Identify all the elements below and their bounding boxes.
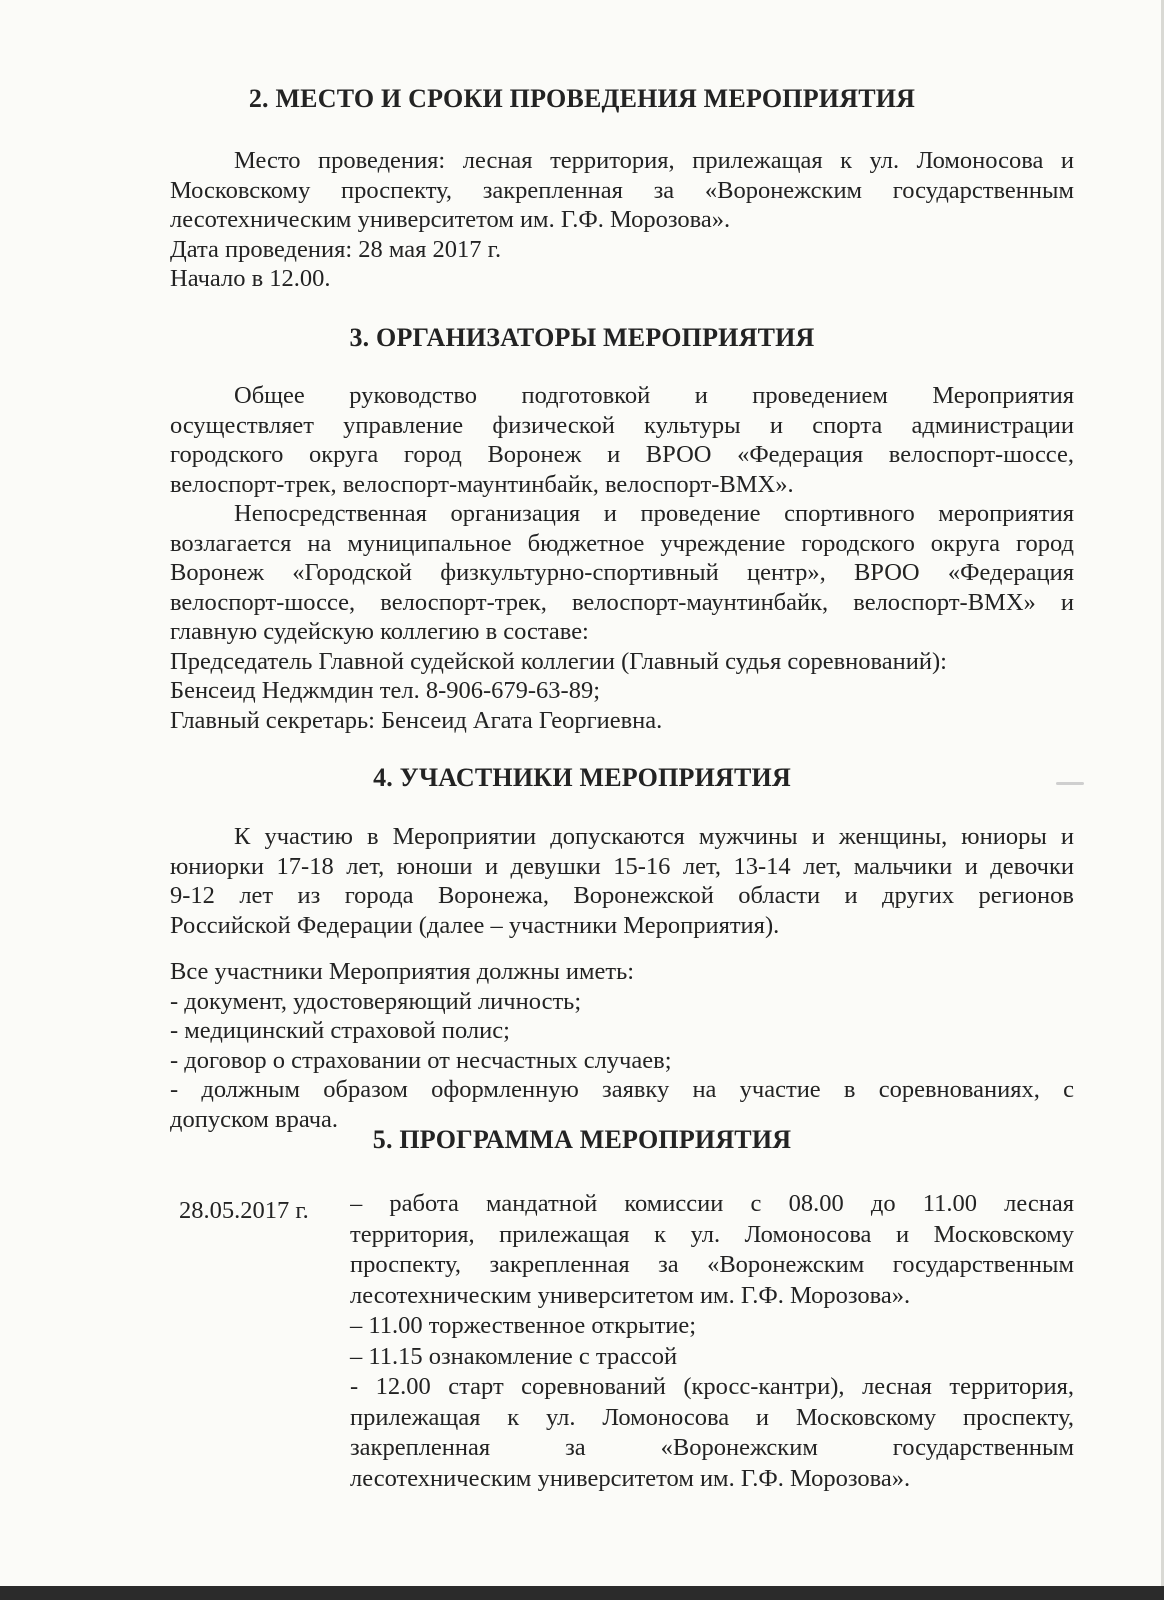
- text-line: Место проведения: лесная территория, прилежащая к ул. Ломоносова и: [234, 147, 1074, 174]
- text-line: Председатель Главной судейской коллегии (Главный судья соревнований):: [170, 647, 947, 675]
- list-item: - медицинский страховой полис;: [170, 1017, 510, 1044]
- text-line: закрепленная за «Воронежским государственным: [350, 1434, 1074, 1461]
- section-4-heading: 4. УЧАСТНИКИ МЕРОПРИЯТИЯ: [373, 763, 791, 792]
- text-line: Московскому проспекту, закрепленная за «Воронежским государственным: [170, 176, 1074, 204]
- text-line: велоспорт-шоссе, велоспорт-трек, велоспорт-маунтинбайк, велоспорт-BMX» и: [170, 588, 1074, 616]
- list-item: - должным образом оформленную заявку на участие в соревнованиях, с: [170, 1076, 1074, 1103]
- text-line: юниорки 17-18 лет, юноши и девушки 15-16 лет, 13-14 лет, мальчики и девочки: [170, 852, 1074, 880]
- section-3-paragraph-2: [170, 499, 1074, 735]
- section-2-heading: 2. МЕСТО И СРОКИ ПРОВЕДЕНИЯ МЕРОПРИЯТИЯ: [248, 84, 916, 113]
- list-item: – 11.00 торжественное открытие;: [350, 1312, 697, 1339]
- text-line: прилежащая к ул. Ломоносова и Московскому проспекту,: [350, 1403, 1074, 1431]
- text-line: Дата проведения: 28 мая 2017 г.: [170, 235, 502, 263]
- scan-bottom-edge: [0, 1586, 1164, 1600]
- text-line: городского округа город Воронеж и ВРОО «Федерация велоспорт-шоссе,: [170, 441, 1074, 468]
- text-line: Все участники Мероприятия должны иметь:: [170, 958, 635, 985]
- text-line: К участию в Мероприятии допускаются мужчины и женщины, юниоры и: [234, 823, 1074, 850]
- list-item: - документ, удостоверяющий личность;: [170, 987, 582, 1015]
- text-line: допуском врача.: [170, 1105, 339, 1133]
- section-2-body: [170, 146, 1074, 294]
- text-line: Российской Федерации (далее – участники Мероприятия).: [170, 911, 780, 939]
- text-line: 9-12 лет из города Воронежа, Воронежской области и других регионов: [170, 882, 1074, 909]
- text-line: возлагается на муниципальное бюджетное учреждение городского округа город: [170, 529, 1074, 557]
- section-3-paragraph-1: [170, 381, 1074, 499]
- section-4-paragraph-2: [170, 957, 1074, 1134]
- text-line: лесотехническим университетом им. Г.Ф. Морозова».: [350, 1464, 911, 1492]
- section-3-heading: 3. ОРГАНИЗАТОРЫ МЕРОПРИЯТИЯ: [349, 323, 815, 352]
- text-line: территория, прилежащая к ул. Ломоносова и Московскому: [350, 1220, 1074, 1248]
- text-line: велоспорт-трек, велоспорт-маунтинбайк, велоспорт-BMX».: [170, 470, 794, 498]
- text-line: Начало в 12.00.: [170, 265, 331, 292]
- text-line: проспекту, закрепленная за «Воронежским государственным: [350, 1251, 1074, 1278]
- text-line: Воронеж «Городской физкультурно-спортивный центр», ВРОО «Федерация: [170, 559, 1074, 586]
- text-line: лесотехническим университетом им. Г.Ф. Морозова».: [350, 1281, 911, 1309]
- list-item: - договор о страховании от несчастных случаев;: [170, 1046, 672, 1074]
- list-item: – 11.15 ознакомление с трассой: [350, 1342, 678, 1370]
- text-line: осуществляет управление физической культуры и спорта администрации: [170, 411, 1074, 439]
- section-4-paragraph-1: [170, 822, 1074, 940]
- text-line: Главный секретарь: Бенсеид Агата Георгиевна.: [170, 706, 663, 734]
- program-items: [350, 1189, 1074, 1494]
- program-date: 28.05.2017 г.: [179, 1197, 309, 1224]
- text-line: лесотехническим университетом им. Г.Ф. Морозова».: [170, 206, 731, 233]
- list-item: - 12.00 старт соревнований (кросс-кантри), лесная территория,: [350, 1373, 1074, 1400]
- text-line: Непосредственная организация и проведение спортивного мероприятия: [234, 500, 1074, 527]
- text-line: главную судейскую коллегию в составе:: [170, 618, 589, 645]
- section-5-heading: 5. ПРОГРАММА МЕРОПРИЯТИЯ: [372, 1125, 792, 1154]
- text-line: – работа мандатной комиссии с 08.00 до 11.00 лесная: [350, 1190, 1074, 1217]
- text-line: Бенсеид Неджмдин тел. 8-906-679-63-89;: [170, 677, 601, 704]
- scan-smudge: [1056, 782, 1084, 785]
- text-line: Общее руководство подготовкой и проведением Мероприятия: [234, 382, 1074, 409]
